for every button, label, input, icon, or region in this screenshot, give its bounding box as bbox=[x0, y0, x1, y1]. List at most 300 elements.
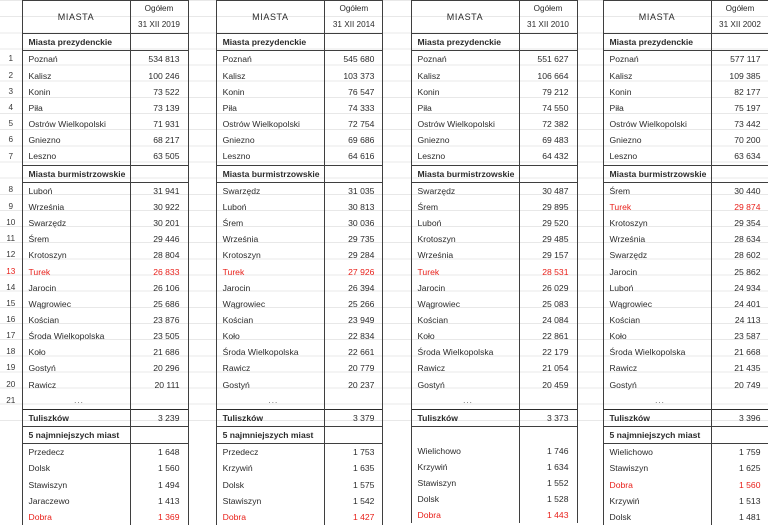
table-row bbox=[389, 51, 583, 68]
row-number bbox=[389, 393, 411, 410]
table-row bbox=[581, 360, 768, 376]
city-name: Krzywiń bbox=[216, 460, 325, 476]
city-population: 22 861 bbox=[519, 328, 577, 344]
table-row bbox=[194, 360, 389, 376]
section-header-smallest-value bbox=[711, 427, 768, 444]
row-number bbox=[194, 264, 216, 280]
city-name: Kalisz bbox=[22, 68, 130, 84]
table-row-highlighted bbox=[0, 509, 194, 525]
city-name: Poznań bbox=[22, 51, 130, 68]
column-header-city: MIASTA bbox=[411, 1, 519, 34]
city-name: Rawicz bbox=[216, 360, 325, 376]
city-population: 26 029 bbox=[519, 280, 577, 296]
city-population: 63 505 bbox=[130, 148, 188, 165]
row-number-spacer bbox=[194, 34, 216, 51]
table-row bbox=[581, 132, 768, 148]
city-name: Rawicz bbox=[411, 360, 519, 376]
table-row bbox=[194, 34, 389, 51]
ellipsis-marker: ... bbox=[603, 393, 711, 410]
section-header-mayoral-value bbox=[711, 165, 768, 182]
city-population: 20 111 bbox=[130, 377, 188, 393]
row-number-spacer bbox=[581, 409, 603, 426]
table-row bbox=[389, 215, 583, 231]
row-number: 14 bbox=[0, 280, 22, 296]
row-number bbox=[389, 51, 411, 68]
table-row bbox=[0, 68, 194, 84]
city-population: 28 634 bbox=[711, 231, 768, 247]
city-population: 21 668 bbox=[711, 344, 768, 360]
city-population: 577 117 bbox=[711, 51, 768, 68]
year-table bbox=[194, 0, 389, 525]
row-number bbox=[389, 182, 411, 199]
section-header-smallest-row bbox=[581, 427, 768, 444]
city-population: 23 949 bbox=[325, 312, 383, 328]
city-name: Turek bbox=[411, 264, 519, 280]
row-number bbox=[389, 100, 411, 116]
block-2019 bbox=[0, 0, 194, 525]
table-row bbox=[0, 132, 194, 148]
city-name: Koło bbox=[411, 328, 519, 344]
table-row bbox=[581, 182, 768, 199]
row-number: 20 bbox=[0, 377, 22, 393]
row-number bbox=[581, 51, 603, 68]
city-name: Stawiszyn bbox=[22, 477, 130, 493]
city-population: 28 804 bbox=[130, 247, 188, 263]
city-population: 545 680 bbox=[325, 51, 383, 68]
section-header-mayoral-value bbox=[325, 165, 383, 182]
city-name: Luboń bbox=[411, 215, 519, 231]
table-row bbox=[194, 51, 389, 68]
table-row bbox=[581, 165, 768, 182]
row-number: 2 bbox=[0, 68, 22, 84]
row-number bbox=[581, 264, 603, 280]
row-number bbox=[581, 68, 603, 84]
city-name: Ostrów Wielkopolski bbox=[216, 116, 325, 132]
table-row bbox=[194, 100, 389, 116]
section-header-presidential: Miasta prezydenckie bbox=[603, 34, 711, 51]
total-date: 31 XII 2002 bbox=[712, 17, 768, 33]
row-number bbox=[581, 344, 603, 360]
city-name: Dolsk bbox=[603, 509, 711, 525]
table-row bbox=[389, 34, 583, 51]
section-header-presidential: Miasta prezydenckie bbox=[22, 34, 130, 51]
city-population: 28 531 bbox=[519, 264, 577, 280]
city-population: 1 634 bbox=[519, 459, 577, 475]
row-number-spacer bbox=[0, 1, 22, 34]
section-header-mayoral: Miasta burmistrzowskie bbox=[216, 165, 325, 182]
city-name: Śrem bbox=[216, 215, 325, 231]
midpoint-city-population: 3 373 bbox=[519, 409, 577, 426]
row-number bbox=[194, 312, 216, 328]
city-name: Piła bbox=[603, 100, 711, 116]
table-row-midpoint bbox=[389, 409, 583, 426]
city-population: 29 446 bbox=[130, 231, 188, 247]
table-row bbox=[389, 459, 583, 475]
total-label: Ogółem bbox=[131, 1, 188, 17]
table-row bbox=[194, 377, 389, 393]
city-name: Turek bbox=[603, 199, 711, 215]
row-number-spacer bbox=[0, 409, 22, 426]
row-number-spacer bbox=[389, 34, 411, 51]
city-name: Dobra bbox=[603, 477, 711, 493]
row-number bbox=[581, 312, 603, 328]
row-number-spacer bbox=[194, 427, 216, 444]
section-header-presidential-value bbox=[130, 34, 188, 51]
table-row bbox=[389, 344, 583, 360]
row-number bbox=[581, 328, 603, 344]
row-number bbox=[194, 247, 216, 263]
row-number bbox=[581, 393, 603, 410]
table-row bbox=[0, 100, 194, 116]
table-row-ellipsis bbox=[389, 393, 583, 410]
section-header-mayoral-value bbox=[130, 165, 188, 182]
row-number bbox=[194, 84, 216, 100]
city-population: 75 197 bbox=[711, 100, 768, 116]
year-table bbox=[0, 0, 194, 525]
row-number bbox=[389, 199, 411, 215]
city-name: Poznań bbox=[603, 51, 711, 68]
city-name: Turek bbox=[22, 264, 130, 280]
table-row bbox=[581, 215, 768, 231]
table-row bbox=[0, 377, 194, 393]
city-name: Dolsk bbox=[216, 477, 325, 493]
city-population: 26 106 bbox=[130, 280, 188, 296]
year-table bbox=[389, 0, 583, 523]
row-number-spacer bbox=[389, 1, 411, 34]
section-header-smallest bbox=[411, 427, 519, 443]
city-name: Gniezno bbox=[411, 132, 519, 148]
row-number bbox=[581, 296, 603, 312]
city-name: Wągrowiec bbox=[22, 296, 130, 312]
table-row bbox=[389, 491, 583, 507]
row-number-spacer bbox=[581, 477, 603, 493]
row-number bbox=[581, 116, 603, 132]
city-name: Krotoszyn bbox=[603, 215, 711, 231]
row-number bbox=[194, 360, 216, 376]
table-row bbox=[194, 68, 389, 84]
table-row bbox=[581, 344, 768, 360]
city-name: Koło bbox=[216, 328, 325, 344]
row-number: 11 bbox=[0, 231, 22, 247]
row-number bbox=[389, 84, 411, 100]
row-number-spacer bbox=[194, 409, 216, 426]
city-population: 76 547 bbox=[325, 84, 383, 100]
table-row bbox=[0, 477, 194, 493]
city-name: Gniezno bbox=[603, 132, 711, 148]
city-name: Września bbox=[216, 231, 325, 247]
city-name: Dolsk bbox=[411, 491, 519, 507]
city-name: Swarzędz bbox=[216, 182, 325, 199]
table-row bbox=[581, 377, 768, 393]
city-name: Leszno bbox=[216, 148, 325, 165]
row-number: 1 bbox=[0, 51, 22, 68]
city-population: 72 382 bbox=[519, 116, 577, 132]
row-number-spacer bbox=[0, 509, 22, 525]
row-number-spacer bbox=[194, 460, 216, 476]
city-population: 29 284 bbox=[325, 247, 383, 263]
row-number: 19 bbox=[0, 360, 22, 376]
city-population: 26 394 bbox=[325, 280, 383, 296]
city-name: Gniezno bbox=[22, 132, 130, 148]
city-population: 27 926 bbox=[325, 264, 383, 280]
table-row bbox=[0, 296, 194, 312]
city-name: Śrem bbox=[411, 199, 519, 215]
section-header-mayoral-value bbox=[519, 165, 577, 182]
city-name: Jarocin bbox=[22, 280, 130, 296]
row-number-spacer bbox=[194, 165, 216, 182]
table-row bbox=[194, 328, 389, 344]
city-name: Rawicz bbox=[603, 360, 711, 376]
city-name: Kalisz bbox=[603, 68, 711, 84]
table-row bbox=[581, 264, 768, 280]
city-name: Wielichowo bbox=[603, 444, 711, 461]
section-header-presidential-value bbox=[711, 34, 768, 51]
city-name: Krotoszyn bbox=[411, 231, 519, 247]
table-row bbox=[389, 377, 583, 393]
city-population: 24 084 bbox=[519, 312, 577, 328]
row-number bbox=[389, 312, 411, 328]
city-population: 20 779 bbox=[325, 360, 383, 376]
city-name: Jarocin bbox=[216, 280, 325, 296]
table-row bbox=[389, 148, 583, 165]
city-name: Koło bbox=[22, 344, 130, 360]
city-population: 100 246 bbox=[130, 68, 188, 84]
table-row bbox=[389, 84, 583, 100]
row-number bbox=[389, 377, 411, 393]
city-name: Swarzędz bbox=[411, 182, 519, 199]
row-number-spacer bbox=[581, 444, 603, 461]
city-population: 1 552 bbox=[519, 475, 577, 491]
city-name: Środa Wielkopolska bbox=[216, 344, 325, 360]
city-population: 20 237 bbox=[325, 377, 383, 393]
city-population: 79 212 bbox=[519, 84, 577, 100]
section-header-mayoral: Miasta burmistrzowskie bbox=[603, 165, 711, 182]
table-row bbox=[0, 215, 194, 231]
city-name: Luboń bbox=[216, 199, 325, 215]
table-row-highlighted bbox=[389, 507, 583, 523]
city-name: Kościan bbox=[603, 312, 711, 328]
column-header-city: MIASTA bbox=[603, 1, 711, 34]
table-row bbox=[389, 199, 583, 215]
city-name: Kościan bbox=[216, 312, 325, 328]
row-number bbox=[194, 100, 216, 116]
row-number: 8 bbox=[0, 182, 22, 199]
row-number-spacer bbox=[581, 509, 603, 525]
city-name: Koło bbox=[603, 328, 711, 344]
table-row bbox=[194, 477, 389, 493]
city-name: Leszno bbox=[411, 148, 519, 165]
midpoint-city-name: Tuliszków bbox=[216, 409, 325, 426]
section-header-smallest-row bbox=[194, 427, 389, 444]
section-header-presidential-value bbox=[325, 34, 383, 51]
city-population: 24 113 bbox=[711, 312, 768, 328]
row-number bbox=[581, 182, 603, 199]
table-row bbox=[194, 296, 389, 312]
table-row-highlighted bbox=[0, 264, 194, 280]
table-row bbox=[194, 165, 389, 182]
city-population: 1 635 bbox=[325, 460, 383, 476]
table-row bbox=[389, 165, 583, 182]
table-row bbox=[194, 215, 389, 231]
table-row bbox=[194, 247, 389, 263]
table-row bbox=[389, 68, 583, 84]
column-header-total bbox=[325, 1, 383, 34]
table-row-highlighted bbox=[194, 509, 389, 525]
ellipsis-value bbox=[325, 393, 383, 410]
city-population: 29 354 bbox=[711, 215, 768, 231]
total-date: 31 XII 2019 bbox=[131, 17, 188, 33]
row-number: 5 bbox=[0, 116, 22, 132]
section-header-smallest-value bbox=[325, 427, 383, 444]
city-name: Stawiszyn bbox=[216, 493, 325, 509]
city-population: 25 266 bbox=[325, 296, 383, 312]
table-row bbox=[0, 460, 194, 476]
city-population: 1 413 bbox=[130, 493, 188, 509]
table-row bbox=[389, 231, 583, 247]
city-population: 20 296 bbox=[130, 360, 188, 376]
city-population: 21 686 bbox=[130, 344, 188, 360]
table-row-ellipsis bbox=[194, 393, 389, 410]
city-name: Września bbox=[22, 199, 130, 215]
total-label: Ogółem bbox=[712, 1, 768, 17]
section-header-smallest-value bbox=[519, 427, 577, 443]
table-row bbox=[194, 148, 389, 165]
row-number-spacer bbox=[194, 444, 216, 461]
ellipsis-marker: ... bbox=[216, 393, 325, 410]
row-number-spacer bbox=[581, 427, 603, 444]
midpoint-city-name: Tuliszków bbox=[22, 409, 130, 426]
city-population: 1 625 bbox=[711, 460, 768, 476]
midpoint-city-population: 3 396 bbox=[711, 409, 768, 426]
table-row bbox=[194, 1, 389, 34]
city-name: Piła bbox=[216, 100, 325, 116]
table-row bbox=[389, 443, 583, 459]
table-row bbox=[194, 312, 389, 328]
row-number-spacer bbox=[389, 507, 411, 523]
row-number: 17 bbox=[0, 328, 22, 344]
city-name: Wągrowiec bbox=[216, 296, 325, 312]
city-population: 103 373 bbox=[325, 68, 383, 84]
table-row bbox=[581, 68, 768, 84]
table-row bbox=[194, 84, 389, 100]
city-name: Ostrów Wielkopolski bbox=[411, 116, 519, 132]
table-row bbox=[194, 199, 389, 215]
ellipsis-value bbox=[130, 393, 188, 410]
city-population: 1 560 bbox=[711, 477, 768, 493]
city-name: Gniezno bbox=[216, 132, 325, 148]
city-name: Śrem bbox=[603, 182, 711, 199]
row-number-spacer bbox=[194, 1, 216, 34]
row-number: 4 bbox=[0, 100, 22, 116]
row-number-spacer bbox=[0, 427, 22, 444]
table-row bbox=[194, 344, 389, 360]
table-row bbox=[194, 132, 389, 148]
table-row bbox=[389, 475, 583, 491]
table-row bbox=[581, 148, 768, 165]
city-population: 69 686 bbox=[325, 132, 383, 148]
city-population: 22 179 bbox=[519, 344, 577, 360]
row-number-spacer bbox=[0, 493, 22, 509]
city-population: 24 934 bbox=[711, 280, 768, 296]
city-name: Krotoszyn bbox=[22, 247, 130, 263]
section-header-smallest-value bbox=[130, 427, 188, 444]
city-population: 25 686 bbox=[130, 296, 188, 312]
table-row bbox=[581, 247, 768, 263]
total-date: 31 XII 2010 bbox=[520, 17, 577, 33]
city-population: 22 661 bbox=[325, 344, 383, 360]
city-name: Jaraczewo bbox=[22, 493, 130, 509]
block-2010 bbox=[389, 0, 581, 523]
city-name: Krzywiń bbox=[411, 459, 519, 475]
table-row bbox=[389, 247, 583, 263]
city-name: Swarzędz bbox=[22, 215, 130, 231]
table-row bbox=[581, 280, 768, 296]
row-number: 16 bbox=[0, 312, 22, 328]
row-number bbox=[194, 296, 216, 312]
table-row bbox=[0, 199, 194, 215]
row-number bbox=[389, 231, 411, 247]
city-name: Środa Wielkopolska bbox=[22, 328, 130, 344]
table-row bbox=[194, 116, 389, 132]
city-population: 1 753 bbox=[325, 444, 383, 461]
ellipsis-marker: ... bbox=[411, 393, 519, 410]
city-name: Krzywiń bbox=[603, 493, 711, 509]
city-name: Konin bbox=[216, 84, 325, 100]
table-row bbox=[581, 296, 768, 312]
city-name: Wągrowiec bbox=[603, 296, 711, 312]
row-number bbox=[194, 51, 216, 68]
row-number-spacer bbox=[0, 477, 22, 493]
city-name: Września bbox=[411, 247, 519, 263]
table-row-midpoint bbox=[0, 409, 194, 426]
table-row bbox=[581, 100, 768, 116]
table-row-highlighted bbox=[581, 477, 768, 493]
section-header-mayoral: Miasta burmistrzowskie bbox=[22, 165, 130, 182]
row-number: 10 bbox=[0, 215, 22, 231]
table-row bbox=[0, 344, 194, 360]
section-header-smallest: 5 najmniejszych miast bbox=[22, 427, 130, 444]
table-row bbox=[0, 247, 194, 263]
city-population: 1 528 bbox=[519, 491, 577, 507]
city-name: Poznań bbox=[411, 51, 519, 68]
table-row bbox=[0, 1, 194, 34]
row-number bbox=[389, 296, 411, 312]
city-name: Kalisz bbox=[216, 68, 325, 84]
row-number: 21 bbox=[0, 393, 22, 410]
ellipsis-value bbox=[519, 393, 577, 410]
row-number-spacer bbox=[581, 493, 603, 509]
city-name: Krotoszyn bbox=[216, 247, 325, 263]
midpoint-city-population: 3 239 bbox=[130, 409, 188, 426]
city-population: 23 587 bbox=[711, 328, 768, 344]
row-number bbox=[194, 148, 216, 165]
city-name: Leszno bbox=[603, 148, 711, 165]
table-row bbox=[0, 182, 194, 199]
city-population: 22 834 bbox=[325, 328, 383, 344]
total-label: Ogółem bbox=[520, 1, 577, 17]
city-population: 20 749 bbox=[711, 377, 768, 393]
city-name: Września bbox=[603, 231, 711, 247]
city-population: 74 550 bbox=[519, 100, 577, 116]
table-row bbox=[0, 360, 194, 376]
row-number bbox=[389, 247, 411, 263]
city-name: Rawicz bbox=[22, 377, 130, 393]
table-row bbox=[194, 280, 389, 296]
table-row bbox=[581, 509, 768, 525]
table-row bbox=[389, 1, 583, 34]
table-row bbox=[389, 182, 583, 199]
row-number bbox=[194, 68, 216, 84]
